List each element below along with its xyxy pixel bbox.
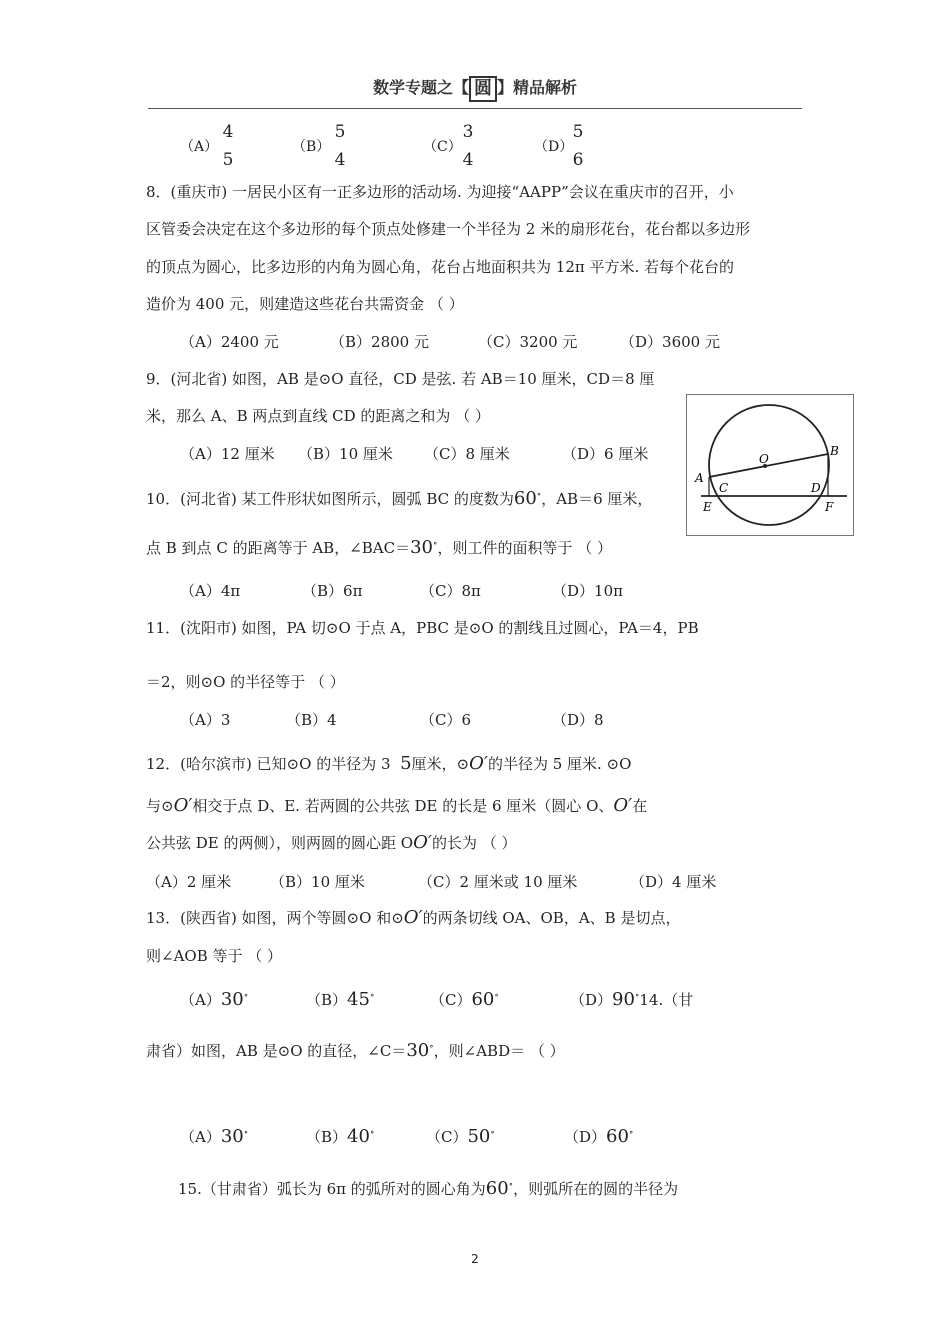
q13-option-a (180, 989, 248, 1010)
q13-option-a-sign: ∘ (243, 991, 249, 1001)
q10-line-2-a: 点 B 到点 C 的距离等于 AB，∠BAC＝ (146, 539, 411, 557)
q14-option-a-label: （A） (180, 1128, 221, 1146)
q10-arc-degree-value: 60 (513, 488, 537, 509)
q14-option-b (306, 1126, 374, 1147)
q8-option-d: （D）3600 元 (620, 333, 720, 351)
q8-line-2: 区管委会决定在这个多边形的每个顶点处修建一个半径为 2 米的扇形花台，花台都以多边形 (146, 220, 751, 238)
q12-line-2 (146, 795, 647, 816)
q11-option-a: （A）3 (180, 711, 231, 729)
q10-line-2-b: ，则工件的面积等于 （ ） (437, 539, 612, 557)
q7-option-d-den: 6 (572, 150, 584, 170)
q7-option-a-label: （A） (180, 139, 219, 155)
q14-option-a-degree (221, 1126, 248, 1147)
q13-option-a-label: （A） (180, 991, 221, 1009)
q10-line-2 (146, 537, 612, 558)
q12-o-prime-1: O′ (469, 753, 488, 774)
q7-option-c-den: 4 (462, 150, 474, 170)
q13-option-b-value: 45 (347, 989, 370, 1010)
q9-option-c: （C）8 厘米 (424, 445, 510, 463)
q12-line-3 (146, 832, 516, 853)
q9-option-d: （D）6 厘米 (562, 445, 649, 463)
q13-option-d-degree (612, 989, 639, 1010)
q13-option-b (306, 989, 374, 1010)
label-f: F (825, 500, 834, 514)
q12-option-d: （D）4 厘米 (630, 873, 717, 891)
q8-option-a: （A）2400 元 (180, 333, 279, 351)
q13-line-2: 则∠AOB 等于 （ ） (146, 947, 283, 965)
q10-option-a: （A）4π (180, 582, 241, 600)
q12-option-c: （C）2 厘米或 10 厘米 (418, 873, 578, 891)
q11-option-d: （D）8 (552, 711, 604, 729)
header-rule (148, 108, 802, 109)
q14-option-d-value: 60 (606, 1126, 629, 1147)
q12-line-3-b: 的长为 （ ） (431, 834, 517, 852)
q9-option-a: （A）12 厘米 (180, 445, 275, 463)
q7-option-c-num: 3 (462, 122, 474, 142)
q14-angle-degree-value: 30 (406, 1040, 430, 1061)
header-title-post: 】精品解析 (497, 78, 578, 97)
q8-option-b: （B）2800 元 (330, 333, 429, 351)
q13-option-b-sign: ∘ (369, 991, 375, 1001)
q14-option-b-label: （B） (306, 1128, 348, 1146)
q7-option-b-den: 4 (334, 150, 346, 170)
q14-option-d-label: （D） (564, 1128, 607, 1146)
q11-option-b: （B）4 (286, 711, 337, 729)
q13-line-1-a: 13．(陕西省) 如图，两个等圆⊙O 和⊙ (146, 909, 404, 927)
q15-line-a: 15.（甘肃省）弧长为 6π 的弧所对的圆心角为 (178, 1180, 486, 1198)
q15-angle-degree-sign: ∘ (508, 1180, 514, 1190)
q14-option-c-label: （C） (426, 1128, 468, 1146)
q7-option-b-num: 5 (334, 122, 346, 142)
label-d: D (811, 481, 821, 495)
q14-line-a: 肃省）如图，AB 是⊙O 的直径，∠C＝ (146, 1042, 407, 1060)
q15-line (178, 1178, 678, 1199)
q12-o-prime-3: O′ (613, 795, 633, 816)
q12-o-prime-4: O′ (413, 832, 432, 853)
q10-line-1 (146, 488, 652, 509)
q12-line-3-a: 公共弦 DE 的两侧），则两圆的圆心距 O (146, 834, 414, 852)
q7-option-a-num: 4 (222, 122, 234, 142)
q14-option-d-degree (606, 1126, 633, 1147)
q13-line-1 (146, 907, 680, 928)
q12-line-2-c: 在 (632, 797, 648, 815)
q10-angle-degree-value: 30 (410, 537, 434, 558)
q13-option-a-degree (221, 989, 248, 1010)
q10-arc-degree (514, 488, 541, 509)
q14-option-c-degree (467, 1126, 494, 1147)
q12-line-1-c: 的半径为 5 厘米. ⊙O (487, 755, 632, 773)
q7-option-d-fraction (570, 121, 586, 171)
q14-option-a-sign: ∘ (243, 1128, 249, 1138)
q14-option-b-value: 40 (347, 1126, 370, 1147)
label-c: C (719, 481, 729, 495)
q10-line-1-b: ，AB＝6 厘米， (541, 490, 653, 508)
q14-option-d-sign: ∘ (628, 1128, 634, 1138)
q7-option-b-fraction (332, 121, 348, 171)
q13-option-d-value: 90 (612, 989, 635, 1010)
q7-option-a-den: 5 (222, 150, 234, 170)
q13-option-c-label: （C） (430, 991, 472, 1009)
q7-option-c-fraction (460, 121, 476, 171)
page-number: 2 (471, 1252, 479, 1266)
q12-line-1-a: 12．(哈尔滨市) 已知⊙O 的半径为 3 (146, 755, 391, 773)
q11-option-c: （C）6 (420, 711, 472, 729)
q10-option-b: （B）6π (302, 582, 363, 600)
q14-option-b-degree (347, 1126, 374, 1147)
q10-option-d: （D）10π (552, 582, 623, 600)
q14-option-b-sign: ∘ (369, 1128, 375, 1138)
q14-angle-degree (406, 1040, 433, 1061)
label-b: B (830, 444, 839, 458)
q7-option-a-fraction (220, 121, 236, 171)
q13-option-d-sign: ∘ (634, 991, 640, 1001)
q8-line-4: 造价为 400 元，则建造这些花台共需资金 （ ） (146, 295, 464, 313)
page-header (0, 75, 950, 102)
q10-angle-degree (410, 537, 437, 558)
q12-line-2-b: 相交于点 D、E. 若两圆的公共弦 DE 的长是 6 厘米（圆心 O、 (192, 797, 614, 815)
q12-option-a: （A）2 厘米 (146, 873, 232, 891)
q15-angle-degree (486, 1178, 513, 1199)
q11-line-1: 11．(沈阳市) 如图，PA 切⊙O 于点 A，PBC 是⊙O 的割线且过圆心，PA＝4，PB (146, 619, 699, 637)
q12-line-1 (146, 753, 631, 774)
q12-line-2-a: 与⊙ (146, 797, 174, 815)
q14-start: 14.（甘 (639, 991, 694, 1009)
q13-o-prime: O′ (403, 907, 423, 928)
q11-line-2: ＝2，则⊙O 的半径等于 （ ） (146, 673, 345, 691)
q7-option-c-label: （C） (423, 139, 462, 155)
q13-option-b-degree (347, 989, 374, 1010)
q15-angle-degree-value: 60 (485, 1178, 509, 1199)
q13-line-1-b: 的两条切线 OA、OB，A、B 是切点， (422, 909, 681, 927)
q8-option-c: （C）3200 元 (478, 333, 578, 351)
circle-figure-svg (687, 395, 853, 535)
q13-option-c-degree (471, 989, 498, 1010)
q14-option-d (564, 1126, 633, 1147)
label-a: A (695, 471, 704, 485)
q13-option-a-value: 30 (220, 989, 244, 1010)
q14-line (146, 1040, 565, 1061)
q13-option-d-label: （D） (570, 991, 613, 1009)
q8-line-1: 8．(重庆市) 一居民小区有一正多边形的活动场. 为迎接“AAPP”会议在重庆市的召开，小 (146, 183, 734, 201)
q9-option-b: （B）10 厘米 (298, 445, 393, 463)
q15-line-b: ，则弧所在的圆的半径为 (513, 1180, 679, 1198)
q13-option-c (430, 989, 499, 1010)
q12-line-1-b: 厘米，⊙ (411, 755, 470, 773)
q12-radius-five: 5 (400, 753, 412, 774)
q9-line-2: 米，那么 A、B 两点到直线 CD 的距离之和为 （ ） (146, 407, 490, 425)
q13-option-d (570, 989, 693, 1010)
q10-arc-degree-sign: ∘ (536, 490, 542, 500)
q14-option-c-sign: ∘ (490, 1128, 495, 1138)
q13-option-c-value: 60 (471, 989, 495, 1010)
q14-option-c-value: 50 (467, 1126, 491, 1147)
circle-figure (686, 394, 854, 536)
q14-option-c (426, 1126, 495, 1147)
q13-option-b-label: （B） (306, 991, 348, 1009)
q14-angle-degree-sign: ∘ (429, 1042, 434, 1052)
q12-o-prime-2: O′ (173, 795, 193, 816)
q14-option-a (180, 1126, 248, 1147)
q7-option-d-num: 5 (572, 122, 584, 142)
q10-line-1-a: 10．(河北省) 某工件形状如图所示，圆弧 BC 的度数为 (146, 490, 514, 508)
label-e: E (703, 500, 712, 514)
q14-option-a-value: 30 (220, 1126, 244, 1147)
q8-line-3: 的顶点为圆心，比多边形的内角为圆心角，花台占地面积共为 12π 平方米. 若每个花台的 (146, 258, 735, 276)
q10-angle-degree-sign: ∘ (433, 539, 438, 549)
q13-option-c-sign: ∘ (494, 991, 499, 1001)
q12-option-b: （B）10 厘米 (270, 873, 365, 891)
q14-line-b: ，则∠ABD＝ （ ） (433, 1042, 565, 1060)
q10-option-c: （C）8π (420, 582, 481, 600)
q7-option-d-label: （D） (534, 139, 574, 155)
header-title-box: 圆 (469, 76, 497, 102)
q7-option-b-label: （B） (292, 139, 331, 155)
header-title-pre: 数学专题之【 (372, 78, 469, 97)
q9-line-1: 9．(河北省) 如图，AB 是⊙O 直径，CD 是弦. 若 AB＝10 厘米，CD＝8 厘 (146, 370, 655, 388)
label-o: O (759, 452, 769, 466)
